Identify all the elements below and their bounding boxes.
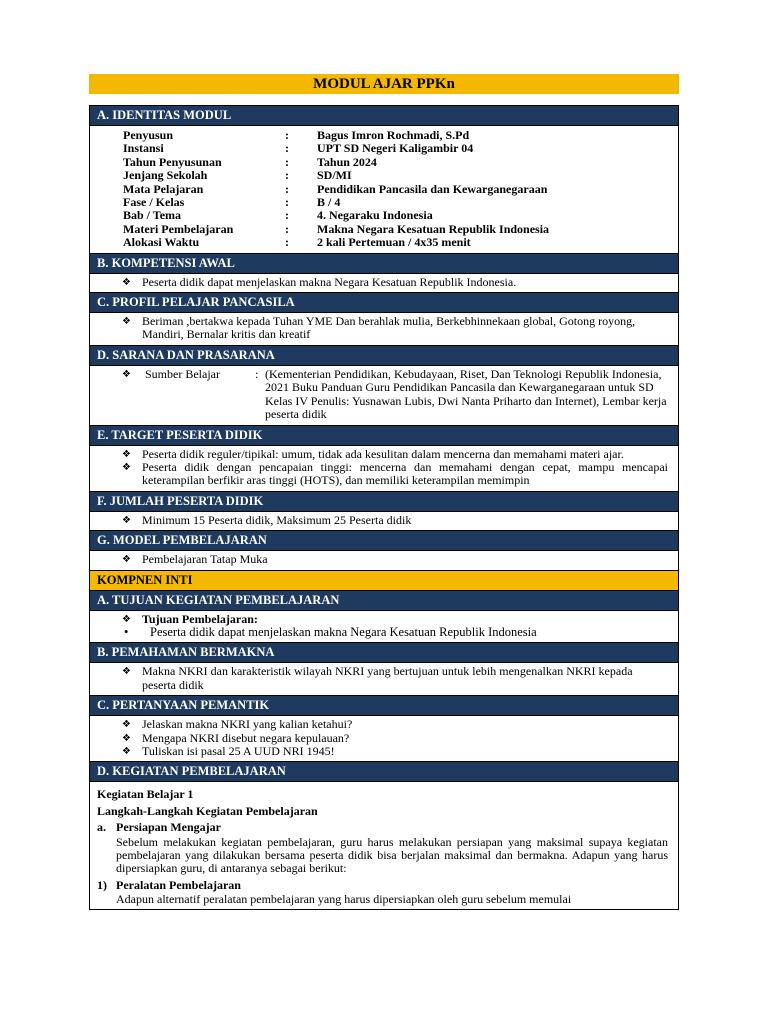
list-item: ❖ Makna NKRI dan karakteristik wilayah NKRI yang bertujuan untuk lebih mengenalkan NKRI kepada peserta didik — [122, 664, 633, 692]
kegiatan-body — [90, 781, 678, 909]
list-item: ❖ Peserta didik dengan pencapaian tinggi: mencerna dan memahami dengan cepat, mampu mencapai keterampilan berfikir aras tinggi (HOTS), dan memiliki keterampilan memimpin — [122, 459, 668, 488]
list-item: ❖ Tuliskan isi pasal 25 A UUD NRI 1945! — [122, 743, 335, 758]
pemahaman-body — [90, 662, 678, 695]
diamond-bullet-icon: ❖ — [122, 719, 131, 731]
module-table — [89, 105, 679, 910]
diamond-bullet-icon: ❖ — [122, 732, 131, 744]
profil-body — [90, 312, 678, 345]
identitas-row: Penyusun : Bagus Imron Rochmadi, S.Pd — [123, 128, 470, 142]
diamond-bullet-icon: ❖ — [122, 613, 131, 625]
jumlah-body — [90, 511, 678, 530]
diamond-bullet-icon: ❖ — [122, 514, 131, 526]
diamond-bullet-icon: ❖ — [122, 316, 131, 328]
section-header-model: G. MODEL PEMBELAJARAN — [90, 530, 678, 550]
document-title: MODUL AJAR PPKn — [89, 74, 679, 94]
list-item: ❖ Minimum 15 Peserta didik, Maksimum 25 Peserta didik — [122, 512, 412, 527]
list-item: ❖ Peserta didik dapat menjelaskan makna Negara Kesatuan Republik Indonesia. — [122, 274, 517, 289]
section-header-tujuan: A. TUJUAN KEGIATAN PEMBELAJARAN — [90, 590, 678, 610]
kompetensi-body — [90, 273, 678, 292]
section-header-jumlah: F. JUMLAH PESERTA DIDIK — [90, 491, 678, 511]
list-item: ❖ Tujuan Pembelajaran: — [122, 611, 258, 626]
identitas-row: Bab / Tema : 4. Negaraku Indonesia — [123, 208, 433, 223]
diamond-bullet-icon: ❖ — [122, 461, 131, 473]
pertanyaan-body — [90, 715, 678, 761]
section-header-identitas: A. IDENTITAS MODUL — [90, 106, 678, 125]
identitas-row: Tahun Penyusunan : Tahun 2024 — [123, 154, 377, 169]
section-header-pemahaman: B. PEMAHAMAN BERMAKNA — [90, 642, 678, 662]
section-header-profil: C. PROFIL PELAJAR PANCASILA — [90, 292, 678, 312]
identitas-row: Instansi : UPT SD Negeri Kaligambir 04 — [123, 141, 474, 156]
list-item: ❖ Jelaskan makna NKRI yang kalian ketahui? — [122, 717, 353, 732]
peralatan-text: Adapun alternatif peralatan pembelajaran yang harus dipersiapkan oleh guru sebelum memulai — [116, 892, 572, 907]
kegiatan-belajar-title: Kegiatan Belajar 1 — [97, 787, 194, 802]
diamond-bullet-icon: ❖ — [122, 276, 131, 288]
target-body — [90, 445, 678, 491]
section-header-target: E. TARGET PESERTA DIDIK — [90, 425, 678, 445]
sarana-text: (Kementerian Pendidikan, Kebudayaan, Riset, Dan Teknologi Republik Indonesia, 2021 Buku Panduan Guru Pendidikan Pancasila dan Kewarganegaraan untuk SD Kelas IV Penulis: Yusnawan Lubis, Dwi Nanta Priharto dan Internet), Lembar kerja peserta didik — [265, 366, 667, 422]
identitas-body — [90, 125, 678, 253]
identitas-row: Mata Pelajaran : Pendidikan Pancasila dan Kewarganegaraan — [123, 181, 548, 196]
identitas-row: Fase / Kelas : B / 4 — [123, 195, 341, 210]
diamond-bullet-icon: ❖ — [122, 554, 131, 566]
section-header-sarana: D. SARANA DAN PRASARANA — [90, 345, 678, 365]
diamond-bullet-icon: ❖ — [122, 745, 131, 757]
identitas-row: Alokasi Waktu : 2 kali Pertemuan / 4x35 menit — [123, 235, 471, 250]
persiapan-heading: a. Persiapan Mengajar — [97, 820, 221, 835]
diamond-bullet-icon: ❖ — [122, 666, 131, 678]
sarana-body: ❖ Sumber Belajar : (Kementerian Pendidikan, Kebudayaan, Riset, Dan Teknologi Republik Indonesia, 2021 Buku Panduan Guru Pendidikan Pancasila dan Kewarganegaraan untuk SD Kelas IV Penulis: Yusnawan Lubis, Dwi Nanta Priharto dan Internet), Lembar kerja peserta didik — [90, 365, 678, 425]
persiapan-text: Sebelum melakukan kegiatan pembelajaran, guru harus melakukan persiapan yang maksimal supaya kegiatan pembelajaran yang dilakukan bersama peserta didik bisa berjalan maksimal dan bermakna. Adapun yang harus dipersiapkan guru, di antaranya sebagai berikut: — [116, 834, 668, 876]
sub-list-item: • Peserta didik dapat menjelaskan makna Negara Kesatuan Republik Indonesia — [124, 624, 537, 639]
list-item: ❖ Mengapa NKRI disebut negara kepulauan? — [122, 730, 350, 745]
list-item: ❖ Beriman ,bertakwa kepada Tuhan YME Dan berahlak mulia, Berkebhinnekaan global, Gotong royong, Mandiri, Bernalar kritis dan kreatif — [122, 314, 636, 342]
document-page — [89, 74, 679, 910]
identitas-row: Jenjang Sekolah : SD/MI — [123, 168, 352, 183]
peralatan-heading: 1) Peralatan Pembelajaran — [97, 877, 241, 892]
langkah-title: Langkah-Langkah Kegiatan Pembelajaran — [97, 803, 318, 818]
identitas-row: Materi Pembelajaran : Makna Negara Kesatuan Republik Indonesia — [123, 221, 550, 236]
diamond-bullet-icon: ❖ — [122, 448, 131, 460]
sarana-label: ❖ Sumber Belajar — [122, 366, 220, 381]
section-header-kompetensi: B. KOMPETENSI AWAL — [90, 253, 678, 273]
diamond-bullet-icon: ❖ — [122, 368, 131, 380]
list-item: ❖ Pembelajaran Tatap Muka — [122, 552, 268, 567]
section-header-kegiatan: D. KEGIATAN PEMBELAJARAN — [90, 761, 678, 781]
list-item: ❖ Peserta didik reguler/tipikal: umum, tidak ada kesulitan dalam mencerna dan memahami materi ajar. — [122, 446, 624, 461]
section-header-kompnen-inti: KOMPNEN INTI — [90, 570, 678, 590]
section-header-pertanyaan: C. PERTANYAAN PEMANTIK — [90, 695, 678, 715]
tujuan-body — [90, 610, 678, 643]
bullet-dot-icon: • — [124, 624, 129, 639]
model-body — [90, 550, 678, 569]
